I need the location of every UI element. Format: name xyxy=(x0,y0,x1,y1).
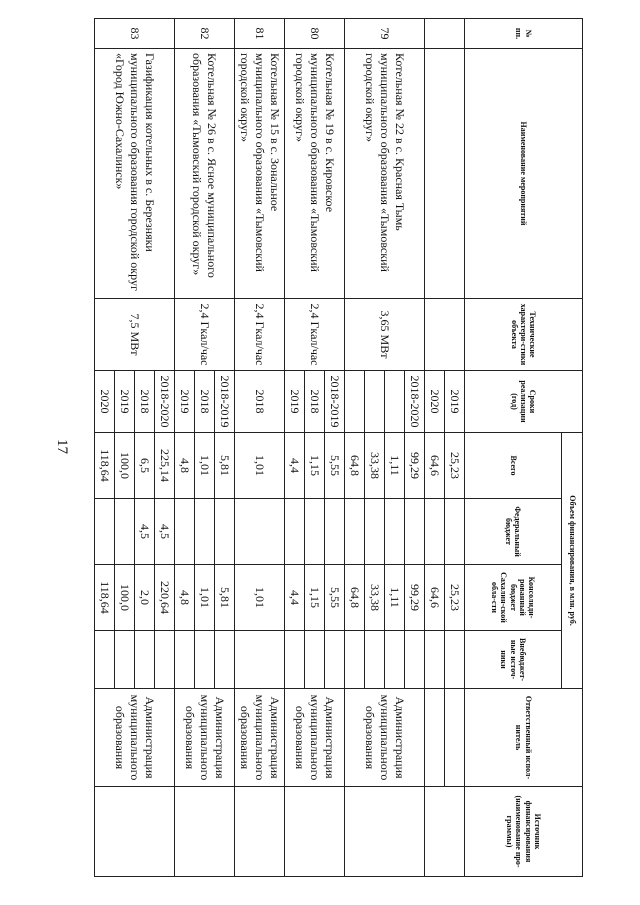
total-cell: 225,14 xyxy=(155,433,175,499)
offbudget-cell xyxy=(235,631,285,689)
offbudget-cell xyxy=(345,631,365,689)
item-number: 81 xyxy=(235,19,285,49)
offbudget-cell xyxy=(195,631,215,689)
table-row xyxy=(405,19,425,877)
total-cell: 99,29 xyxy=(405,433,425,499)
consolidated-cell: 99,29 xyxy=(405,565,425,631)
offbudget-cell xyxy=(365,631,385,689)
total-cell: 64,8 xyxy=(345,433,365,499)
table-row xyxy=(215,19,235,877)
federal-cell xyxy=(385,499,405,565)
total-cell: 118,64 xyxy=(95,433,115,499)
table-row xyxy=(325,19,345,877)
item-executor: Администрация муниципального образования xyxy=(285,689,345,787)
federal-cell: 4,5 xyxy=(135,499,155,565)
item-source xyxy=(95,787,175,877)
federal-cell xyxy=(235,499,285,565)
offbudget-cell xyxy=(155,631,175,689)
year-cell: 2018-2019 xyxy=(215,371,235,433)
total-cell: 25,23 xyxy=(445,433,465,499)
total-cell: 5,81 xyxy=(215,433,235,499)
header-total: Всего xyxy=(465,433,562,499)
header-period: Сроки реализации (год) xyxy=(465,371,583,433)
consolidated-cell: 5,81 xyxy=(215,565,235,631)
total-cell: 4,8 xyxy=(175,433,195,499)
offbudget-cell xyxy=(405,631,425,689)
table-header xyxy=(465,19,583,877)
year-cell: 2018 xyxy=(305,371,325,433)
consolidated-cell: 1,01 xyxy=(235,565,285,631)
federal-cell xyxy=(285,499,305,565)
header-source: Источник финансирования (наименование про-граммы) xyxy=(465,787,583,877)
year-cell: 2020 xyxy=(425,371,445,433)
year-cell: 2019 xyxy=(175,371,195,433)
program-table xyxy=(94,18,583,877)
offbudget-cell xyxy=(135,631,155,689)
consolidated-cell: 4,8 xyxy=(175,565,195,631)
year-cell: 2019 xyxy=(285,371,305,433)
item-number: 82 xyxy=(175,19,235,49)
consolidated-cell: 1,01 xyxy=(195,565,215,631)
year-cell: 2020 xyxy=(95,371,115,433)
item-number: 83 xyxy=(95,19,175,49)
total-cell: 64,6 xyxy=(425,433,445,499)
total-cell: 33,38 xyxy=(365,433,385,499)
federal-cell xyxy=(325,499,345,565)
item-tech: 2,4 Гкал/час xyxy=(175,299,235,371)
year-cell: 2018-2019 xyxy=(325,371,345,433)
item-tech: 3,65 МВт xyxy=(345,299,425,371)
header-federal: Федеральный бюджет xyxy=(465,499,562,565)
item-source xyxy=(175,787,235,877)
offbudget-cell xyxy=(305,631,325,689)
item-executor: Администрация муниципального образования xyxy=(345,689,425,787)
total-cell: 1,15 xyxy=(305,433,325,499)
federal-cell xyxy=(115,499,135,565)
year-cell: 2018 xyxy=(135,371,155,433)
item-name: Котельная № 15 в с. Зональное муниципального образования «Тымовский городской округ» xyxy=(235,49,285,299)
header-executor: Ответственный испол-нитель xyxy=(465,689,583,787)
year-cell: 2018-2020 xyxy=(405,371,425,433)
total-cell: 6,5 xyxy=(135,433,155,499)
consolidated-cell: 220,64 xyxy=(155,565,175,631)
total-cell: 100,0 xyxy=(115,433,135,499)
item-name: Котельная № 22 в с. Красная Тымь муниципального образования «Тымовский городской округ» xyxy=(345,49,425,299)
item-executor: Администрация муниципального образования xyxy=(175,689,235,787)
consolidated-cell: 64,8 xyxy=(345,565,365,631)
year-cell xyxy=(385,371,405,433)
total-cell: 4,4 xyxy=(285,433,305,499)
year-cell: 2019 xyxy=(445,371,465,433)
consolidated-cell: 33,38 xyxy=(365,565,385,631)
federal-cell xyxy=(345,499,365,565)
consolidated-cell: 118,64 xyxy=(95,565,115,631)
item-source xyxy=(285,787,345,877)
document-sheet xyxy=(98,18,583,876)
header-consolidated: Консолиди-рованный бюджет Сахалин-ской обла-сти xyxy=(465,565,562,631)
header-tech: Технические характери-стики объекта xyxy=(465,299,583,371)
total-cell: 1,01 xyxy=(235,433,285,499)
offbudget-cell xyxy=(325,631,345,689)
table-body xyxy=(95,19,465,877)
year-cell: 2019 xyxy=(115,371,135,433)
item-tech: 2,4 Гкал/час xyxy=(285,299,345,371)
federal-cell xyxy=(405,499,425,565)
table-row xyxy=(155,19,175,877)
consolidated-cell: 100,0 xyxy=(115,565,135,631)
table-row xyxy=(235,19,285,877)
item-executor: Администрация муниципального образования xyxy=(235,689,285,787)
federal-cell xyxy=(95,499,115,565)
item-number: 79 xyxy=(345,19,425,49)
federal-cell xyxy=(305,499,325,565)
federal-cell: 4,5 xyxy=(155,499,175,565)
year-cell: 2018 xyxy=(195,371,215,433)
offbudget-cell xyxy=(215,631,235,689)
consolidated-cell: 64,6 xyxy=(425,565,445,631)
offbudget-cell xyxy=(285,631,305,689)
page-number: 17 xyxy=(54,439,70,454)
federal-cell xyxy=(365,499,385,565)
item-tech: 2,4 Гкал/час xyxy=(235,299,285,371)
offbudget-cell xyxy=(175,631,195,689)
item-tech: 7,5 МВт xyxy=(95,299,175,371)
federal-cell xyxy=(215,499,235,565)
item-executor: Администрация муниципального образования xyxy=(95,689,175,787)
year-cell xyxy=(365,371,385,433)
header-num: № пп. xyxy=(465,19,583,49)
item-name: Котельная № 19 в с. Кировское муниципального образования «Тымовский городской округ» xyxy=(285,49,345,299)
consolidated-cell: 1,11 xyxy=(385,565,405,631)
total-cell: 1,01 xyxy=(195,433,215,499)
offbudget-cell xyxy=(385,631,405,689)
offbudget-cell xyxy=(115,631,135,689)
item-source xyxy=(235,787,285,877)
item-name: Газификация котельных в с. Березняки муниципального образования городской округ «Город Южно-Сахалинск» xyxy=(95,49,175,299)
header-name: Наименование мероприятий xyxy=(465,49,583,299)
total-cell: 5,55 xyxy=(325,433,345,499)
consolidated-cell: 2,0 xyxy=(135,565,155,631)
consolidated-cell: 25,23 xyxy=(445,565,465,631)
year-cell xyxy=(345,371,365,433)
table-row xyxy=(445,19,465,877)
year-cell: 2018 xyxy=(235,371,285,433)
federal-cell xyxy=(195,499,215,565)
item-source xyxy=(345,787,425,877)
consolidated-cell: 5,55 xyxy=(325,565,345,631)
consolidated-cell: 4,4 xyxy=(285,565,305,631)
header-finance-group: Объем финансирования, в млн. руб. xyxy=(562,433,583,689)
offbudget-cell xyxy=(95,631,115,689)
item-name: Котельная № 26 в с. Ясное муниципального образования «Тымовский городской округ» xyxy=(175,49,235,299)
item-number: 80 xyxy=(285,19,345,49)
header-offbudget: Внебюджет-ные источ-ники xyxy=(465,631,562,689)
year-cell: 2018-2020 xyxy=(155,371,175,433)
consolidated-cell: 1,15 xyxy=(305,565,325,631)
total-cell: 1,11 xyxy=(385,433,405,499)
federal-cell xyxy=(175,499,195,565)
